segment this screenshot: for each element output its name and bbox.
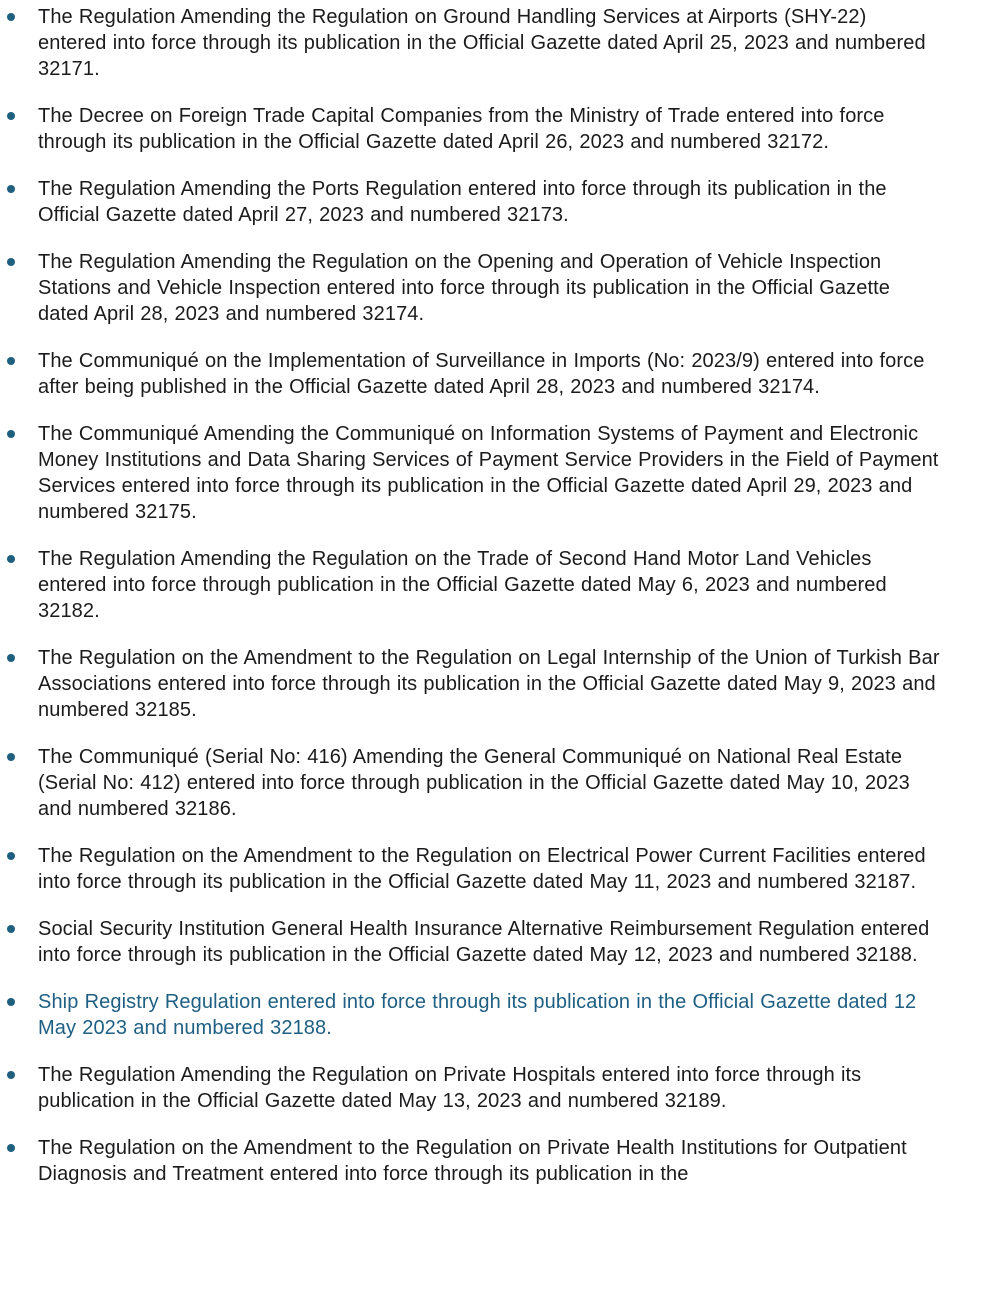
regulation-text: The Regulation Amending the Regulation on Private Hospitals entered into force through its publication in the Official Gazette dated May 13, 2023 and numbered 32189. [38, 1064, 862, 1112]
list-item [38, 176, 940, 228]
list-item [38, 843, 940, 895]
regulation-text: The Regulation Amending the Regulation on the Opening and Operation of Vehicle Inspection Stations and Vehicle Inspection entered into force through its publication in the Official Gazette dated April 28, 2023 and numbered 32174. [38, 251, 891, 325]
regulation-text: The Regulation Amending the Regulation on the Trade of Second Hand Motor Land Vehicles entered into force through publication in the Official Gazette dated May 6, 2023 and numbered 32182. [38, 548, 887, 622]
bullet-icon [7, 357, 15, 365]
regulation-text: The Communiqué Amending the Communiqué on Information Systems of Payment and Electronic Money Institutions and Data Sharing Services of Payment Service Providers in the Field of Payment Services entered into force through its publication in the Official Gazette dated April 29, 2023 and numbered 32175. [38, 423, 939, 523]
bullet-icon [7, 654, 15, 662]
list-item [38, 421, 940, 525]
bullet-icon [7, 112, 15, 120]
regulation-text: The Regulation on the Amendment to the Regulation on Legal Internship of the Union of Turkish Bar Associations entered into force through its publication in the Official Gazette dated May 9, 2023 and numbered 32185. [38, 647, 940, 721]
regulation-text: The Regulation on the Amendment to the Regulation on Private Health Institutions for Outpatient Diagnosis and Treatment entered into force through its publication in the [38, 1137, 907, 1185]
bullet-icon [7, 1071, 15, 1079]
bullet-icon [7, 852, 15, 860]
regulation-text: The Communiqué (Serial No: 416) Amending the General Communiqué on National Real Estate (Serial No: 412) entered into force through publication in the Official Gazette dated May 10, 2023 and numbered 32186. [38, 746, 910, 820]
list-item [38, 348, 940, 400]
list-item [38, 645, 940, 723]
regulation-text: The Regulation Amending the Regulation on Ground Handling Services at Airports (SHY-22) entered into force through its publication in the Official Gazette dated April 25, 2023 and numbered 32171. [38, 6, 926, 80]
bullet-icon [7, 258, 15, 266]
list-item [38, 916, 940, 968]
bullet-icon [7, 555, 15, 563]
regulation-text: The Regulation Amending the Ports Regulation entered into force through its publication in the Official Gazette dated April 27, 2023 and numbered 32173. [38, 178, 887, 226]
regulation-text: The Communiqué on the Implementation of Surveillance in Imports (No: 2023/9) entered into force after being published in the Official Gazette dated April 28, 2023 and numbered 32174. [38, 350, 925, 398]
list-item [38, 1135, 940, 1187]
bullet-icon [7, 430, 15, 438]
regulation-text: The Decree on Foreign Trade Capital Companies from the Ministry of Trade entered into force through its publication in the Official Gazette dated April 26, 2023 and numbered 32172. [38, 105, 885, 153]
ship-registry-regulation-link[interactable]: Ship Registry Regulation entered into force through its publication in the Official Gazette dated 12 May 2023 and numbered 32188. [38, 991, 917, 1039]
bullet-icon [7, 753, 15, 761]
regulation-text: The Regulation on the Amendment to the Regulation on Electrical Power Current Facilities entered into force through its publication in the Official Gazette dated May 11, 2023 and numbered 32187. [38, 845, 926, 893]
list-item [38, 546, 940, 624]
regulation-text: Social Security Institution General Health Insurance Alternative Reimbursement Regulation entered into force through its publication in the Official Gazette dated May 12, 2023 and numbered 32188. [38, 918, 930, 966]
bullet-icon [7, 998, 15, 1006]
regulation-list [38, 4, 974, 1187]
bullet-icon [7, 185, 15, 193]
list-item [38, 744, 940, 822]
list-item [38, 1062, 940, 1114]
list-item [38, 989, 940, 1041]
list-item [38, 249, 940, 327]
list-item [38, 4, 940, 82]
list-item [38, 103, 940, 155]
bullet-icon [7, 13, 15, 21]
bullet-icon [7, 925, 15, 933]
bullet-icon [7, 1144, 15, 1152]
